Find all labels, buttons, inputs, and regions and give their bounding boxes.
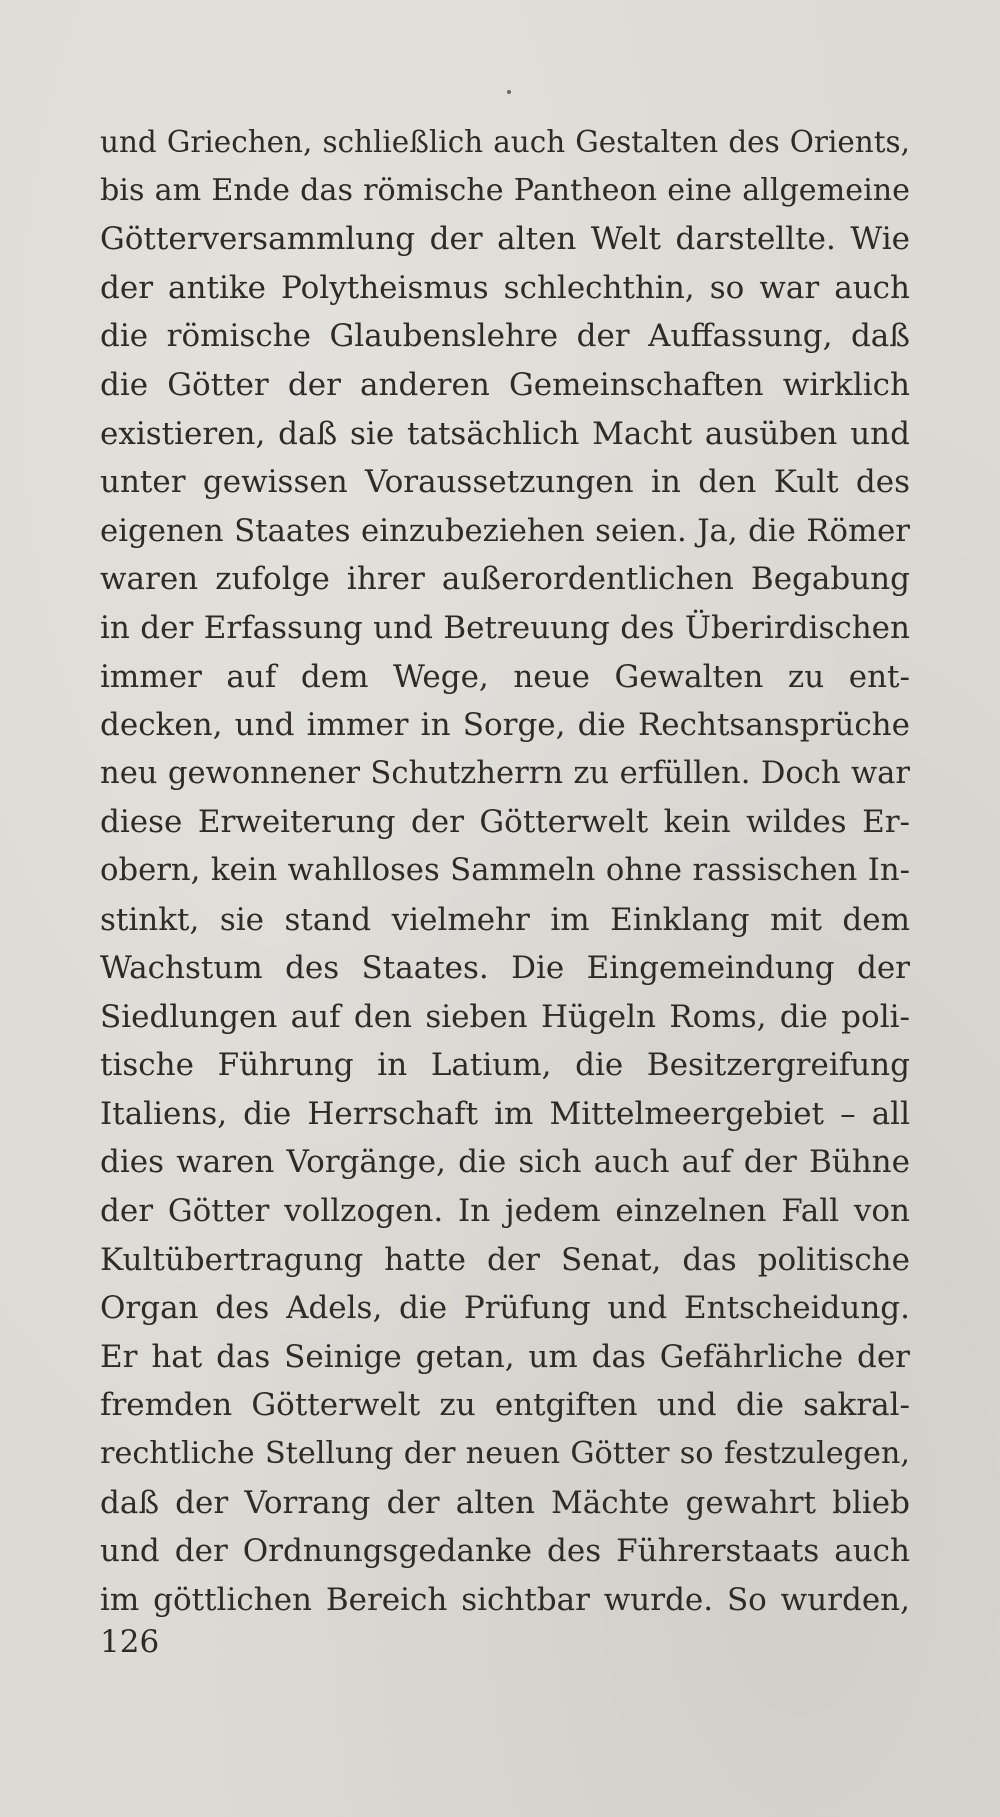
text-line: eigenen Staates einzubeziehen seien. Ja, die Römer bbox=[100, 512, 910, 549]
text-line: bis am Ende das römische Pantheon eine allgemeine bbox=[100, 172, 910, 208]
text-line: Er hat das Seinige getan, um das Gefährliche der bbox=[100, 1338, 910, 1375]
text-line: Götterversammlung der alten Welt darstellte. Wie bbox=[100, 221, 910, 258]
text-line: in der Erfassung und Betreuung des Überirdischen bbox=[100, 609, 910, 646]
text-line: der antike Polytheismus schlechthin, so war auch bbox=[100, 269, 910, 306]
text-line: Organ des Adels, die Prüfung und Entscheidung. bbox=[100, 1290, 910, 1327]
text-line: dies waren Vorgänge, die sich auch auf der Bühne bbox=[100, 1144, 910, 1181]
page-number: 126 bbox=[100, 1624, 160, 1660]
text-line: Wachstum des Staates. Die Eingemeindung der bbox=[100, 950, 910, 987]
body-text bbox=[100, 118, 910, 1624]
text-line: existieren, daß sie tatsächlich Macht ausüben und bbox=[100, 415, 910, 452]
text-line: und der Ordnungsgedanke des Führerstaats auch bbox=[100, 1533, 910, 1570]
text-line: daß der Vorrang der alten Mächte gewahrt blieb bbox=[100, 1484, 910, 1521]
paper-speck bbox=[507, 90, 511, 94]
text-line: im göttlichen Bereich sichtbar wurde. So wurden, bbox=[100, 1581, 910, 1618]
text-line: rechtliche Stellung der neuen Götter so festzulegen, bbox=[100, 1436, 910, 1472]
text-line: waren zufolge ihrer außerordentlichen Begabung bbox=[100, 561, 910, 598]
text-line: stinkt, sie stand vielmehr im Einklang mit dem bbox=[100, 901, 910, 938]
text-line: Kultübertragung hatte der Senat, das politische bbox=[100, 1241, 910, 1278]
text-line: fremden Götterwelt zu entgiften und die sakral- bbox=[100, 1387, 910, 1424]
text-line: tische Führung in Latium, die Besitzergreifung bbox=[100, 1047, 910, 1084]
text-line: decken, und immer in Sorge, die Rechtsansprüche bbox=[100, 707, 910, 744]
text-line: immer auf dem Wege, neue Gewalten zu ent- bbox=[100, 658, 910, 695]
text-line: Siedlungen auf den sieben Hügeln Roms, die poli- bbox=[100, 998, 910, 1035]
text-line: die römische Glaubenslehre der Auffassung, daß bbox=[100, 318, 910, 355]
text-line: neu gewonnener Schutzherrn zu erfüllen. Doch war bbox=[100, 755, 910, 791]
text-line: und Griechen, schließlich auch Gestalten des Orients, bbox=[100, 125, 910, 159]
text-line: Italiens, die Herrschaft im Mittelmeergebiet – all bbox=[100, 1095, 910, 1132]
text-line: unter gewissen Voraussetzungen in den Kult des bbox=[100, 464, 910, 501]
text-line: die Götter der anderen Gemeinschaften wirklich bbox=[100, 366, 910, 403]
text-line: obern, kein wahlloses Sammeln ohne rassischen In- bbox=[100, 852, 910, 888]
text-line: diese Erweiterung der Götterwelt kein wildes Er- bbox=[100, 804, 910, 841]
text-line: der Götter vollzogen. In jedem einzelnen Fall von bbox=[100, 1193, 910, 1230]
